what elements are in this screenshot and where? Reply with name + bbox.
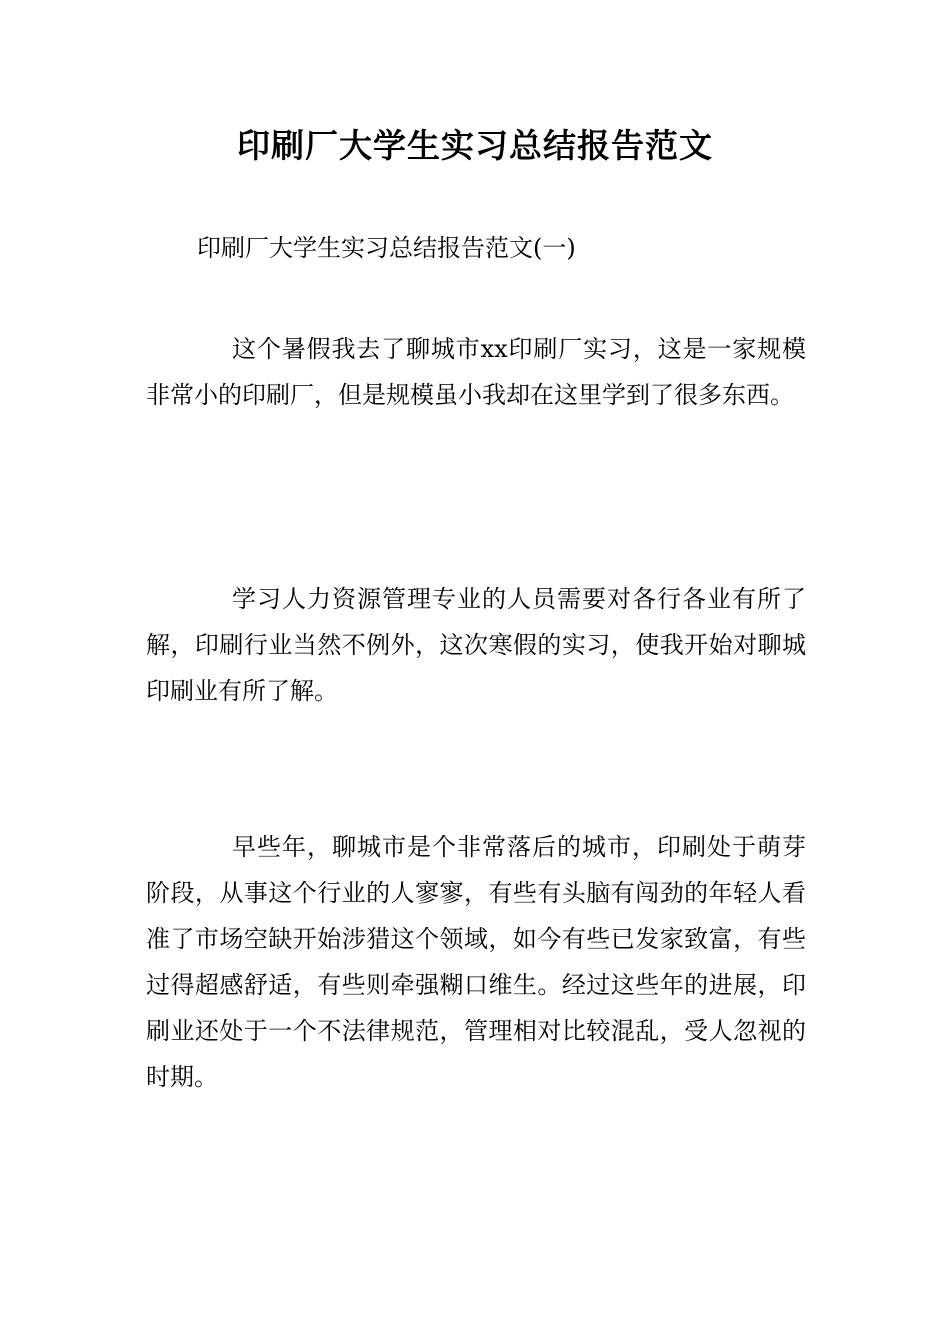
- paragraph-2: 学习人力资源管理专业的人员需要对各行各业有所了解，印刷行业当然不例外，这次寒假的实习，使我开始对聊城印刷业有所了解。: [146, 585, 806, 705]
- section-subtitle: 印刷厂大学生实习总结报告范文(一): [197, 234, 576, 262]
- paragraph-1: 这个暑假我去了聊城市xx印刷厂实习，这是一家规模非常小的印刷厂，但是规模虽小我却在这里学到了很多东西。: [146, 335, 806, 409]
- document-title: 印刷厂大学生实习总结报告范文: [237, 126, 713, 165]
- paragraph-3: 早些年，聊城市是个非常落后的城市，印刷处于萌芽阶段，从事这个行业的人寥寥，有些有头脑有闯劲的年轻人看准了市场空缺开始涉猎这个领域，如今有些已发家致富，有些过得超感舒适，有些则牵强糊口维生。经过这些年的进展，印刷业还处于一个不法律规范，管理相对比较混乱，受人忽视的时期。: [146, 833, 806, 1091]
